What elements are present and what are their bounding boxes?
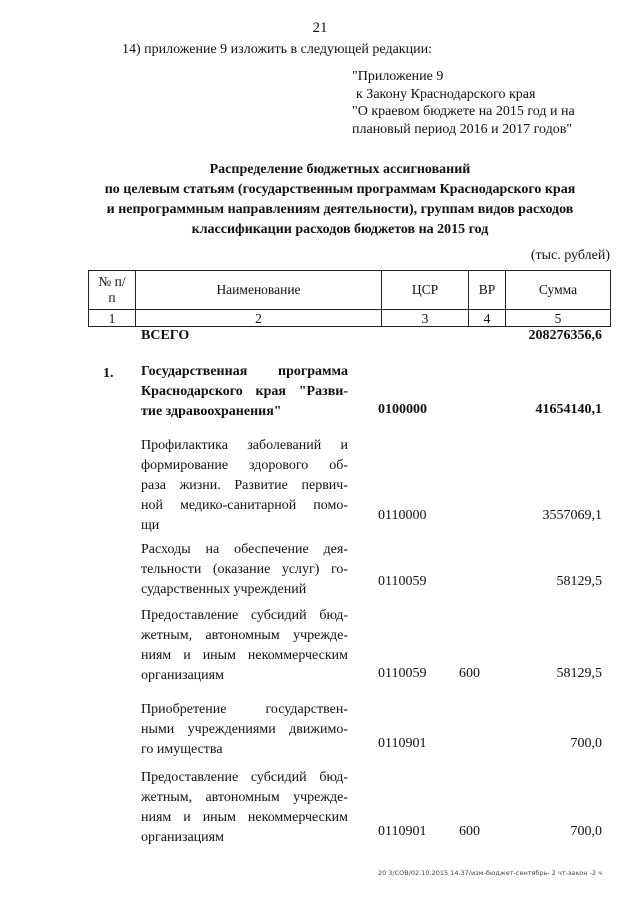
row-name-line: организациям [141,830,224,845]
row-number: 1. [103,366,114,381]
header-index: 2 [136,310,382,327]
title-line: классификации расходов бюджетов на 2015 год [191,222,489,237]
row-sum: 58129,5 [556,574,602,589]
row-csr: 0110901 [378,824,427,839]
row-name-line: раза жизни. Развитие первич- [141,478,348,493]
row-sum: 58129,5 [556,666,602,681]
row-csr: 0110901 [378,736,427,751]
header-index: 1 [89,310,136,327]
row-name-line: Расходы на обеспечение дея- [141,542,348,557]
row-csr: 0110000 [378,508,427,523]
units-label: (тыс. рублей) [530,248,610,263]
row-sum: 3557069,1 [542,508,602,523]
page-number: 21 [312,20,328,36]
title-line: Распределение бюджетных ассигнований [209,162,471,177]
appendix-line: "О краевом бюджете на 2015 год и на [352,104,575,119]
row-csr: 0110059 [378,574,427,589]
table-header [88,270,611,327]
total-sum: 208276356,6 [528,328,602,343]
footer-file-reference: 20 3/СОВ/02.10.2015 14.37/изм-бюджет-сентябрь- 2 чт-закон -2 ч [377,869,602,877]
row-name-line: жетным, автономным учрежде- [141,790,348,805]
row-name-line: Краснодарского края "Разви- [141,384,348,399]
row-name [141,606,348,686]
row-name [141,362,348,422]
row-name [141,768,348,848]
row-name-line: ной медико-санитарной помо- [141,498,348,513]
row-sum: 700,0 [570,736,602,751]
row-name-line: организациям [141,668,224,683]
row-name-line: тельности (оказание услуг) го- [141,562,348,577]
row-name-line: сударственных учреждений [141,582,307,597]
header-index: 4 [469,310,506,327]
row-name-line: тие здравоохранения" [141,404,282,419]
row-name-line: жетным, автономным учрежде- [141,628,348,643]
header-index: 3 [382,310,469,327]
total-label: ВСЕГО [141,328,190,343]
appendix-line: "Приложение 9 [352,69,444,84]
appendix-reference [352,68,575,138]
row-name-line: Профилактика заболеваний и [141,438,348,453]
row-csr: 0110059 [378,666,427,681]
row-sum: 41654140,1 [535,402,602,417]
row-name-line: ниям и иным некоммерческим [141,648,348,663]
header-number [89,271,136,310]
header-index: 5 [506,310,611,327]
row-name [141,540,348,600]
row-sum: 700,0 [570,824,602,839]
appendix-line: плановый период 2016 и 2017 годов" [352,121,573,137]
header-csr: ЦСР [382,271,469,310]
row-vr: 600 [459,666,480,681]
row-name-line: ными учреждениями движимо- [141,722,348,737]
row-name-line: Предоставление субсидий бюд- [141,770,348,785]
row-name-line: Предоставление субсидий бюд- [141,608,348,623]
row-name [141,700,348,760]
header-name: Наименование [136,271,382,310]
appendix-line: к Закону Краснодарского края [356,86,536,102]
row-name-line: формирование здорового об- [141,458,348,473]
document-title [60,160,620,240]
row-name [141,436,348,536]
title-line: по целевым статьям (государственным программам Краснодарского края [104,182,576,197]
header-sum: Сумма [506,271,611,310]
header-vr: ВР [469,271,506,310]
row-name-line: Государственная программа [141,364,348,379]
row-name-line: щи [141,518,160,533]
title-line: и непрограммным направлениям деятельности), группам видов расходов [106,202,574,217]
row-csr: 0100000 [378,402,427,417]
row-vr: 600 [459,824,480,839]
row-name-line: ниям и иным некоммерческим [141,810,348,825]
header-number-text: № п/п [98,274,126,305]
intro-text: 14) приложение 9 изложить в следующей редакции: [122,42,432,57]
row-name-line: го имущества [141,742,223,757]
row-name-line: Приобретение государствен- [141,702,348,717]
